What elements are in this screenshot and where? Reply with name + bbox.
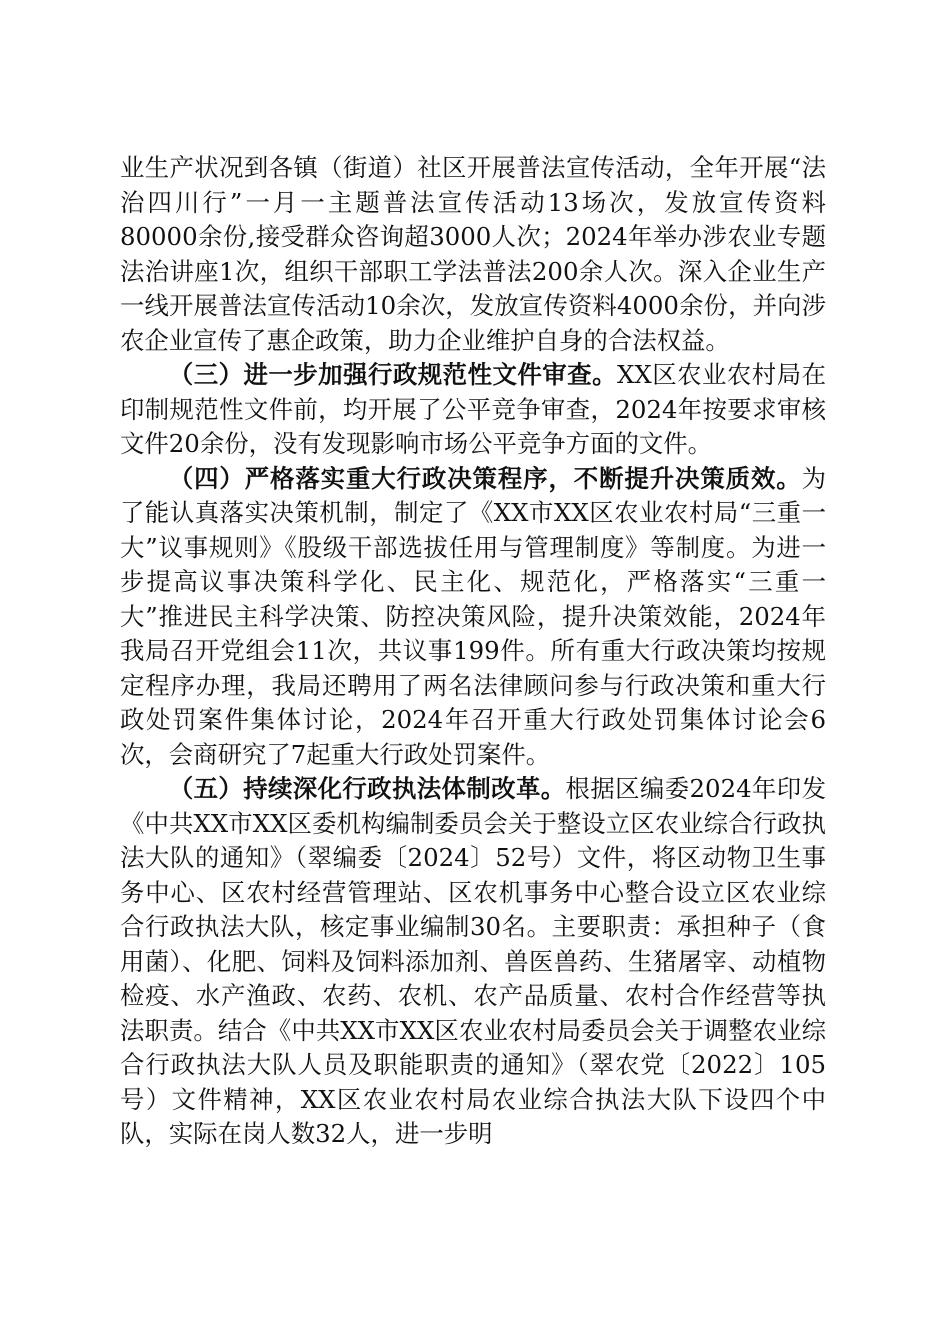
paragraph-body: 根据区编委2024年印发《中共XX市XX区委机构编制委员会关于整设立区农业综合行政执法大队的通知》（翠编委〔2024〕52号）文件，将区动物卫生事务中心、区农村经营管理站、区农机事务中心整合设立区农业综合行政执法大队，核定事业编制30名。主要职责：承担种子（食用菌）、化肥、饲料及饲料添加剂、兽医兽药、生猪屠宰、动植物检疫、水产渔政、农药、农机、农产品质量、农村合作经营等执法职责。结合《中共XX市XX区农业农村局委员会关于调整农业综合行政执法大队人员及职能职责的通知》（翠农党〔2022〕105号）文件精神，XX区农业农村局农业综合执法大队下设四个中队，实际在岗人数32人，进一步明 xyxy=(120,774,826,1148)
paragraph-body: XX区农业农村局在印制规范性文件前，均开展了公平竞争审查，2024年按要求审核文件20余份，没有发现影响市场公平竞争方面的文件。 xyxy=(120,360,826,458)
paragraph-body: 业生产状况到各镇（街道）社区开展普法宣传活动，全年开展“法治四川行”一月一主题普法宣传活动13场次，发放宣传资料80000余份,接受群众咨询超3000人次；2024年举办涉农业专题法治讲座1次，组织干部职工学法普法200余人次。深入企业生产一线开展普法宣传活动10余次，发放宣传资料4000余份，并向涉农企业宣传了惠企政策，助力企业维护自身的合法权益。 xyxy=(120,153,826,355)
paragraph-continuation xyxy=(120,151,826,358)
document-page xyxy=(120,151,826,1152)
paragraph-section-3 xyxy=(120,358,826,462)
section-heading: （三）进一步加强行政规范性文件审查。 xyxy=(168,360,617,389)
paragraph-section-5 xyxy=(120,772,826,1152)
paragraph-section-4 xyxy=(120,462,826,773)
section-heading: （五）持续深化行政执法体制改革。 xyxy=(168,774,566,803)
section-heading: （四）严格落实重大行政决策程序，不断提升决策质效。 xyxy=(168,463,802,493)
paragraph-body: 为了能认真落实决策机制，制定了《XX市XX区农业农村局“三重一大”议事规则》《股级干部选拔任用与管理制度》等制度。为进一步提高议事决策科学化、民主化、规范化，严格落实“三重一大”推进民主科学决策、防控决策风险，提升决策效能，2024年我局召开党组会11次，共议事199件。所有重大行政决策均按规定程序办理，我局还聘用了两名法律顾问参与行政决策和重大行政处罚案件集体讨论，2024年召开重大行政处罚集体讨论会6次，会商研究了7起重大行政处罚案件。 xyxy=(120,463,826,769)
